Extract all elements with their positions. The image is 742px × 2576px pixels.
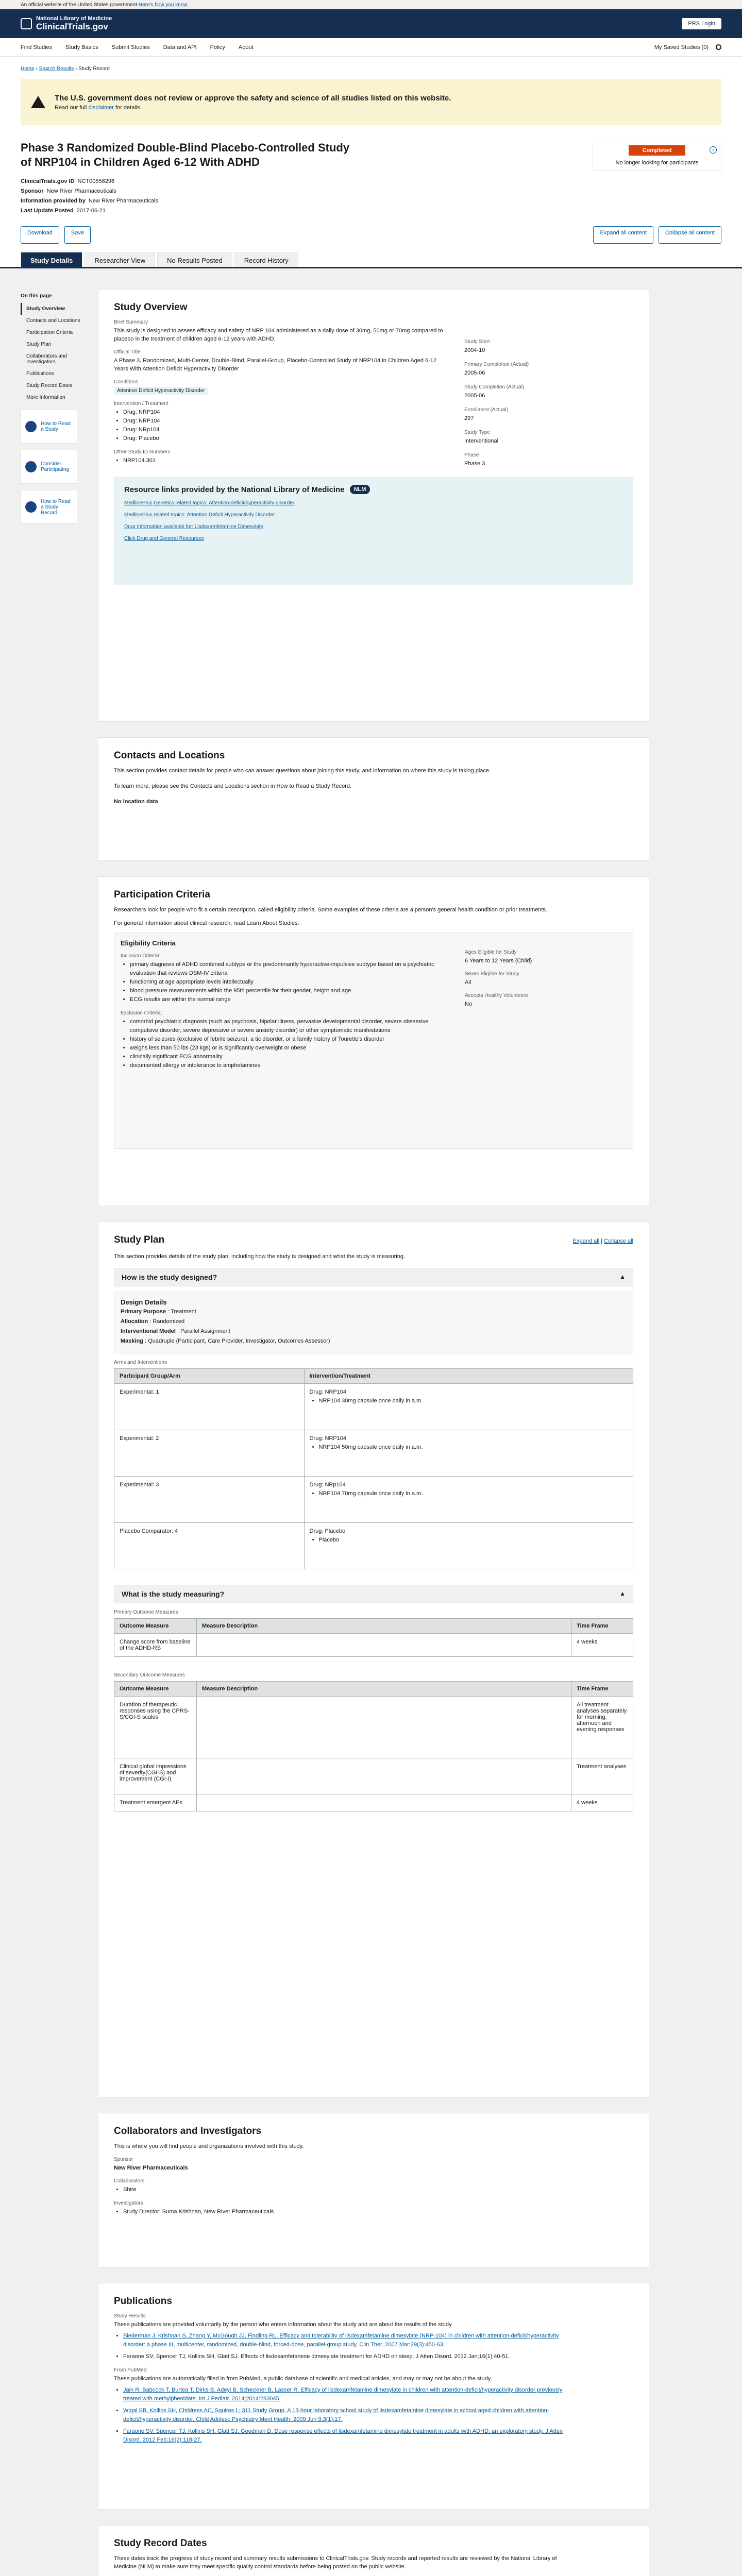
tab-researcher-view[interactable]: Researcher View bbox=[85, 252, 155, 267]
other-ids-label: Other Study ID Numbers bbox=[114, 449, 171, 455]
collaborators-section: Collaborators and Investigators This is where you will find people and organizations involved with this study. Sponsor New River Pharmaceuticals Collaborators • Shire Investigators • Study Director: Suma Krishnan, New River Pharmaceuticals bbox=[98, 2113, 649, 2267]
study-start: 2004-10 bbox=[464, 347, 485, 353]
publication-link[interactable]: Biederman J, Krishnan S, Zhang Y, McGough JJ, Findling RL. Efficacy and tolerability of lisdexamfetamine dimesylate (NRP-104) in children with attention-deficit/hyperactivity disorder: a phase III, multicenter, randomized, double-blind, forced-dose, parallel-group study. Clin Ther. 2007 Mar;29(3):450-63. bbox=[123, 2333, 559, 2348]
condition-tag[interactable]: Attention Deficit Hyperactivity Disorder bbox=[114, 387, 208, 395]
disclaimer-title: The U.S. government does not review or approve the safety and science of all studies listed on this website. bbox=[55, 93, 451, 103]
chevron-up-icon: ▲ bbox=[619, 1590, 626, 1597]
eligibility-box: Eligibility Criteria Inclusion Criteria: • primary diagnosis of ADHD combined subtype or the predominantly hyperactive-impulsive subtype based on a psychiatric evaluation that reviews DSM-IV criteria • functioning at age appropriate levels intellectually • blood pressure measurements within the 95th percentile for their gender, height and age • ECG results are within the normal range Exclusion Criteria: • comorbid psychiatric diagnosis (such as psychosis, bipolar illness, pervasive developmental disorder, severe obsessive compulsive disorder, severe depressive or severe anxiety disorder) or other symptomatic manifestations • history of seizures (exclusive of febrile seizure), a tic disorder, or a family history of Tourette's disorder • weighs less than 50 lbs (23 kgs) or is significantly overweight or obese • clinically significant ECG abnormality • documented allergy or intolerance to amphetamines Ages Eligible for Study 6 Years to 12 Years (Child) Sexes Eligible for Study All Accepts Healthy Volunteers No bbox=[114, 933, 633, 1149]
pubs-heading: Publications bbox=[114, 2296, 172, 2307]
nav-data-api[interactable]: Data and API bbox=[163, 44, 197, 50]
other-id: • NRP104.301 bbox=[123, 456, 444, 465]
last-update-row: Last Update Posted 2017-06-21 bbox=[21, 208, 106, 214]
search-icon[interactable] bbox=[716, 44, 721, 50]
conditions-label: Conditions bbox=[114, 379, 139, 385]
table-row: Placebo Comparator: 4 Drug: Placebo • Placebo bbox=[114, 1523, 633, 1569]
study-plan-section: Study Plan Expand all | Collapse all This section provides details of the study plan, including how the study is designed and what the study is measuring. How is the study designed? ▲ Design Details Primary Purpose : Treatment Allocation : Randomized Interventional Model : Parallel Assignment Masking : Quadruple (Participant, Care Provider, Investigator, Outcomes Assessor) Arms and Interventions Participant Group/Arm Intervention/Treatment Experimental: 1 Drug: NRP104 • NRP104 30mg capsule once daily in a.m. Experimental: 2 Drug: NRP104 • NRP104 50mg capsule once daily in a.m. Experimental: 3 Drug: NRp104 • NRP104 70mg capsule once daily in a.m. Placebo Comparator: 4 Drug: Placebo • Placebo What is the study measuring? ▲ Primary Outcome Measures Outcome Measure Measure Description Time Frame Change score from baseline of the ADHD-RS 4 weeks Secondary Outcome Measures Outcome Measure Measure Description Time Frame Duration of therapeutic responses using the CPRS-S/CGI-S scales All treatment analyses separately for morning, afternoon and evening responses Clinical global impressions of severity(CGI-S) and improvement (CGI-I) Treatment analyses Treatment emergent AEs 4 weeks bbox=[98, 1222, 649, 2097]
disclaimer-link[interactable]: disclaimer bbox=[88, 104, 114, 111]
primary-outcomes-label: Primary Outcome Measures bbox=[114, 1609, 178, 1615]
inclusion-list: • primary diagnosis of ADHD combined subtype or the predominantly hyperactive-impulsive subtype based on a psychiatric evaluation that reviews DSM-IV criteria • functioning at age appropriate levels intellectually • blood pressure measurements within the 95th percentile for their gender, height and age • ECG results are within the normal range bbox=[121, 960, 440, 1004]
plan-collapse-all[interactable]: Collapse all bbox=[604, 1238, 633, 1244]
info-provided-row: Information provided by New River Pharmaceuticals bbox=[21, 198, 159, 204]
criteria-general: For general information about clinical research, read Learn About Studies. bbox=[114, 920, 299, 926]
resource-link[interactable]: Click Drug and General Resources bbox=[124, 536, 204, 541]
interventions-label: Intervention / Treatment bbox=[114, 401, 168, 406]
sidenav-heading: On this page bbox=[21, 293, 52, 299]
sidenav-item-more-info[interactable]: More Information bbox=[26, 395, 65, 400]
tab-results[interactable]: No Results Posted bbox=[157, 252, 232, 267]
status-desc: No longer looking for participants bbox=[615, 160, 699, 166]
collaborator: • Shire bbox=[123, 2185, 633, 2194]
design-details: Design Details Primary Purpose : Treatment Allocation : Randomized Interventional Model : Parallel Assignment Masking : Quadruple (Participant, Care Provider, Investigator, Outcomes Assessor) bbox=[114, 1292, 633, 1353]
secondary-outcomes-label: Secondary Outcome Measures bbox=[114, 1672, 185, 1678]
resource-link[interactable]: MedlinePlus Genetics related topics: Attention-deficit/hyperactivity disorder bbox=[124, 500, 295, 506]
breadcrumb: Home › Search Results › Study Record bbox=[21, 66, 110, 72]
no-location-data: No location data bbox=[114, 799, 158, 805]
arms-label: Arms and Interventions bbox=[114, 1360, 167, 1365]
sidenav-item-overview[interactable]: Study Overview bbox=[21, 303, 82, 315]
intervention-item: • Drug: NRp104 bbox=[123, 426, 444, 434]
criteria-heading: Participation Criteria bbox=[114, 889, 210, 900]
publication-link[interactable]: Jain R, Babcock T, Burtea T, Dirks B, Adeyi B, Scheckner B, Lasser R. Efficacy of lisdexamfetamine dimesylate in children with attention-deficit/hyperactivity disorder previously treated with methylphenidate. Int J Pediatr. 2014;2014:283045. bbox=[123, 2387, 563, 2402]
overview-heading: Study Overview bbox=[114, 302, 188, 313]
sidenav-item-contacts[interactable]: Contacts and Locations bbox=[26, 318, 80, 324]
study-tabs bbox=[0, 252, 742, 268]
how-to-read-record-card[interactable]: How to Read a Study Record bbox=[21, 490, 77, 524]
criteria-section bbox=[98, 876, 649, 1206]
resource-link[interactable]: Drug Information available for: Lisdexamfetamine Dimesylate bbox=[124, 524, 264, 530]
disclaimer-banner bbox=[21, 79, 721, 125]
gov-banner-text: An official website of the United States government bbox=[21, 2, 138, 8]
ages-eligible: 6 Years to 12 Years (Child) bbox=[465, 958, 532, 964]
table-row: Clinical global impressions of severity(CGI-S) and improvement (CGI-I) Treatment analyses bbox=[114, 1758, 633, 1794]
nlm-badge: NLM bbox=[350, 485, 370, 494]
table-row: Experimental: 3 Drug: NRp104 • NRP104 70mg capsule once daily in a.m. bbox=[114, 1477, 633, 1523]
plan-heading: Study Plan bbox=[114, 1234, 165, 1245]
sidenav-item-criteria[interactable]: Participation Criteria bbox=[26, 330, 73, 335]
nav-submit-studies[interactable]: Submit Studies bbox=[111, 44, 150, 50]
chevron-up-icon: ▲ bbox=[619, 1273, 626, 1280]
book-icon bbox=[25, 421, 37, 432]
breadcrumb-current: Study Record bbox=[78, 66, 110, 72]
table-row: Experimental: 2 Drug: NRP104 • NRP104 50mg capsule once daily in a.m. bbox=[114, 1430, 633, 1477]
study-id: NCT00556296 bbox=[77, 178, 115, 184]
plan-intro: This section provides details of the study plan, including how the study is designed and what the study is measuring. bbox=[114, 1253, 405, 1260]
arms-table: Participant Group/Arm Intervention/Treatment Experimental: 1 Drug: NRP104 • NRP104 30mg capsule once daily in a.m. Experimental: 2 Drug: NRP104 • NRP104 50mg capsule once daily in a.m. Experimental: 3 Drug: NRp104 • NRP104 70mg capsule once daily in a.m. Placebo Comparator: 4 Drug: Placebo • Placebo bbox=[114, 1368, 633, 1569]
breadcrumb-search-results[interactable]: Search Results bbox=[39, 66, 74, 72]
publication-item: • Faraone SV, Spencer TJ, Kollins SH, Glatt SJ. Effects of lisdexamfetamine dimesylate treatment for ADHD on sleep. J Atten Disord. 2012 Jan;16(1):40-51. bbox=[123, 2352, 578, 2361]
enrollment: 297 bbox=[464, 415, 474, 421]
sponsor-row: Sponsor New River Pharmaceuticals bbox=[21, 188, 116, 194]
publication-link[interactable]: Faraone SV, Spencer TJ, Kollins SH, Glatt SJ, Goodman D. Dose response effects of lisdexamfetamine dimesylate treatment in adults with ADHD: an exploratory study. J Atten Disord. 2012 Feb;16(2):118-27. bbox=[123, 2428, 563, 2443]
criteria-intro: Researchers look for people who fit a certain description, called eligibility criteria. Some examples of these criteria are a person's general health condition or prior treatments. bbox=[114, 907, 547, 913]
table-row: Duration of therapeutic responses using the CPRS-S/CGI-S scales All treatment analyses separately for morning, afternoon and evening responses bbox=[114, 1697, 633, 1758]
resource-link[interactable]: MedlinePlus related topics: Attention Deficit Hyperactivity Disorder bbox=[124, 512, 275, 518]
gov-banner-link[interactable]: Here's how you know bbox=[138, 2, 188, 8]
gov-banner bbox=[0, 0, 742, 9]
collab-sponsor: New River Pharmaceuticals bbox=[114, 2165, 188, 2171]
publications-section: Publications Study Results These publications are provided voluntarily by the person who enters information about the study and are about the results of the study. • Biederman J, Krishnan S, Zhang Y, McGough JJ, Findling RL. Efficacy and tolerability of lisdexamfetamine dimesylate (NRP-104) in children with attention-deficit/hyperactivity disorder: a phase III, multicenter, randomized, double-blind, forced-dose, parallel-group study. Clin Ther. 2007 Mar;29(3):450-63. • Faraone SV, Spencer TJ, Kollins SH, Glatt SJ. Effects of lisdexamfetamine dimesylate treatment for ADHD on sleep. J Atten Disord. 2012 Jan;16(1):40-51. From PubMed These publications are automatically filled in from PubMed, a public database of scientific and medical articles, and may or may not be about the study. • Jain R, Babcock T, Burtea T, Dirks B, Adeyi B, Scheckner B, Lasser R. Efficacy of lisdexamfetamine dimesylate in children with attention-deficit/hyperactivity disorder previously treated with methylphenidate. Int J Pediatr. 2014;2014:283045. • Wigal SB, Kollins SH, Childress AC, Squires L; 311 Study Group. A 13-hour laboratory school study of lisdexamfetamine dimesylate in school-aged children with attention-deficit/hyperactivity disorder. Child Adolesc Psychiatry Ment Health. 2009 Jun 9;3(1):17. • Faraone SV, Spencer TJ, Kollins SH, Glatt SJ, Goodman D. Dose response effects of lisdexamfetamine dimesylate treatment in adults with ADHD: an exploratory study. J Atten Disord. 2012 Feb;16(2):118-27. bbox=[98, 2283, 649, 2510]
status-badge: Completed bbox=[629, 145, 685, 156]
org-name: National Library of Medicine bbox=[36, 15, 112, 22]
table-row: Experimental: 1 Drug: NRP104 • NRP104 30mg capsule once daily in a.m. bbox=[114, 1384, 633, 1430]
sidenav-item-collaborators[interactable]: Collaborators and Investigators bbox=[26, 353, 67, 365]
contacts-text: This section provides contact details for people who can answer questions about joining this study, and information on where this study is taking place. bbox=[114, 768, 491, 774]
site-name: ClinicalTrials.gov bbox=[36, 22, 108, 31]
tab-study-details[interactable]: Study Details bbox=[21, 252, 82, 267]
study-id-row: ClinicalTrials.gov ID NCT00556296 bbox=[21, 178, 115, 184]
how-to-read-card[interactable]: How to Read a Study bbox=[21, 410, 77, 444]
download-button[interactable]: Download bbox=[21, 226, 59, 244]
overview-facts: Study Start 2004-10 Primary Completion (Actual) 2005-06 Study Completion (Actual) 2005-06 Enrollment (Actual) 297 Study Type Interventional Phase Phase 3 bbox=[464, 333, 557, 475]
content-area bbox=[0, 268, 742, 2576]
eligibility-facts: Ages Eligible for Study 6 Years to 12 Years (Child) Sexes Eligible for Study All Accepts Healthy Volunteers No bbox=[465, 943, 568, 1008]
study-completion: 2005-06 bbox=[464, 393, 485, 399]
nlm-logo-icon bbox=[21, 18, 32, 29]
exclusion-list: • comorbid psychiatric diagnosis (such as psychosis, bipolar illness, pervasive developmental disorder, severe obsessive compulsive disorder, severe depressive or severe anxiety disorder) or other symptomatic manifestations • history of seizures (exclusive of febrile seizure), a tic disorder, or a family history of Tourette's disorder • weighs less than 50 lbs (23 kgs) or is significantly overweight or obese • clinically significant ECG abnormality • documented allergy or intolerance to amphetamines bbox=[121, 1018, 440, 1070]
sexes-eligible: All bbox=[465, 979, 471, 986]
primary-outcomes-table: Outcome Measure Measure Description Time Frame Change score from baseline of the ADHD-RS 4 weeks bbox=[114, 1618, 633, 1657]
plan-expand-all[interactable]: Expand all bbox=[572, 1238, 600, 1244]
primary-completion: 2005-06 bbox=[464, 370, 485, 376]
warning-icon bbox=[31, 96, 45, 108]
contacts-section bbox=[98, 737, 649, 861]
status-box bbox=[593, 141, 721, 171]
study-type: Interventional bbox=[464, 438, 499, 444]
sidenav-item-plan[interactable]: Study Plan bbox=[26, 342, 52, 347]
expand-all-button[interactable]: Expand all content bbox=[593, 226, 653, 244]
nav-find-studies[interactable]: Find Studies bbox=[21, 44, 53, 50]
record-dates-section: Study Record Dates These dates track the progress of study record and summary results submissions to ClinicalTrials.gov. Study records and reported results are reviewed by the National Library of Medicine (NLM) to make sure they meet specific quality control standards before being posted on the public website. bbox=[98, 2525, 649, 2576]
nav-about[interactable]: About bbox=[238, 44, 254, 50]
collab-heading: Collaborators and Investigators bbox=[114, 2126, 262, 2137]
phase: Phase 3 bbox=[464, 461, 485, 467]
document-icon bbox=[25, 501, 37, 513]
nav-policy[interactable]: Policy bbox=[210, 44, 225, 50]
main-content bbox=[98, 289, 649, 2576]
tab-record-history[interactable]: Record History bbox=[234, 252, 298, 267]
investigator: • Study Director: Suma Krishnan, New River Pharmaceuticals bbox=[123, 2208, 633, 2216]
site-header bbox=[0, 9, 742, 38]
breadcrumb-home[interactable]: Home bbox=[21, 66, 35, 72]
table-row: Treatment emergent AEs 4 weeks bbox=[114, 1794, 633, 1811]
publication-link[interactable]: Wigal SB, Kollins SH, Childress AC, Squires L; 311 Study Group. A 13-hour laboratory school study of lisdexamfetamine dimesylate in school-aged children with attention-deficit/hyperactivity disorder. Child Adolesc Psychiatry Ment Health. 2009 Jun 9;3(1):17. bbox=[123, 2408, 549, 2422]
intervention-item: • Drug: Placebo bbox=[123, 434, 444, 443]
eligibility-heading: Eligibility Criteria bbox=[121, 939, 176, 947]
disclaimer-sub: Read our full disclaimer for details. bbox=[55, 104, 142, 111]
interventions-list bbox=[114, 408, 444, 443]
people-icon bbox=[25, 461, 37, 472]
official-title: A Phase 3, Randomized, Multi-Center, Double-Blind, Parallel-Group, Placebo-Controlled Study of NRP104 in Children Aged 6-12 Years With Attention Deficit Hyperactivity Disorder bbox=[114, 358, 437, 372]
contacts-heading: Contacts and Locations bbox=[114, 750, 225, 761]
nlm-resources-box bbox=[114, 477, 633, 585]
intervention-item: • Drug: NRP104 bbox=[123, 408, 444, 417]
contacts-learn-more: To learn more, please see the Contacts and Locations section in How to Read a Study Record. bbox=[114, 783, 352, 789]
saved-studies-link[interactable]: My Saved Studies (0) bbox=[654, 44, 709, 50]
main-nav bbox=[0, 38, 742, 57]
official-title-label: Official Title bbox=[114, 349, 141, 355]
secondary-outcomes-table: Outcome Measure Measure Description Time Frame Duration of therapeutic responses using the CPRS-S/CGI-S scales All treatment analyses separately for morning, afternoon and evening responses Clinical global impressions of severity(CGI-S) and improvement (CGI-I) Treatment analyses Treatment emergent AEs 4 weeks bbox=[114, 1681, 633, 1811]
collapse-all-button[interactable]: Collapse all content bbox=[659, 226, 721, 244]
save-button[interactable]: Save bbox=[64, 226, 91, 244]
intervention-item: • Drug: NRP104 bbox=[123, 417, 444, 426]
prs-login-button[interactable]: PRS Login bbox=[682, 18, 721, 29]
table-row: Change score from baseline of the ADHD-RS 4 weeks bbox=[114, 1634, 633, 1657]
measure-accordion[interactable]: What is the study measuring? ▲ bbox=[114, 1585, 633, 1603]
collab-intro: This is where you will find people and organizations involved with this study. bbox=[114, 2143, 304, 2149]
study-title: Phase 3 Randomized Double-Blind Placebo-Controlled Study of NRP104 in Children Aged 6-12 With ADHD bbox=[21, 141, 350, 168]
sidenav-item-publications[interactable]: Publications bbox=[26, 371, 54, 377]
sidenav-item-dates[interactable]: Study Record Dates bbox=[26, 383, 73, 388]
healthy-volunteers: No bbox=[465, 1001, 473, 1007]
resources-heading: Resource links provided by the National Library of Medicine bbox=[124, 485, 345, 494]
action-bar bbox=[0, 226, 742, 244]
site-logo[interactable] bbox=[21, 15, 112, 32]
side-nav bbox=[21, 293, 82, 524]
dates-heading: Study Record Dates bbox=[114, 2538, 207, 2549]
brief-summary-label: Brief Summary bbox=[114, 319, 148, 325]
brief-summary: This study is designed to assess efficacy and safety of NRP 104 administered as a daily dose of 30mg, 50mg or 70mg compared to placebo in the treatment of children aged 6-12 years with ADHD. bbox=[114, 328, 443, 342]
consider-participating-card[interactable]: Consider Participating bbox=[21, 450, 77, 484]
study-overview-section bbox=[98, 289, 649, 722]
design-accordion[interactable]: How is the study designed? ▲ bbox=[114, 1268, 633, 1286]
nav-study-basics[interactable]: Study Basics bbox=[65, 44, 98, 50]
info-icon[interactable]: i bbox=[710, 146, 717, 154]
study-header bbox=[0, 125, 742, 223]
